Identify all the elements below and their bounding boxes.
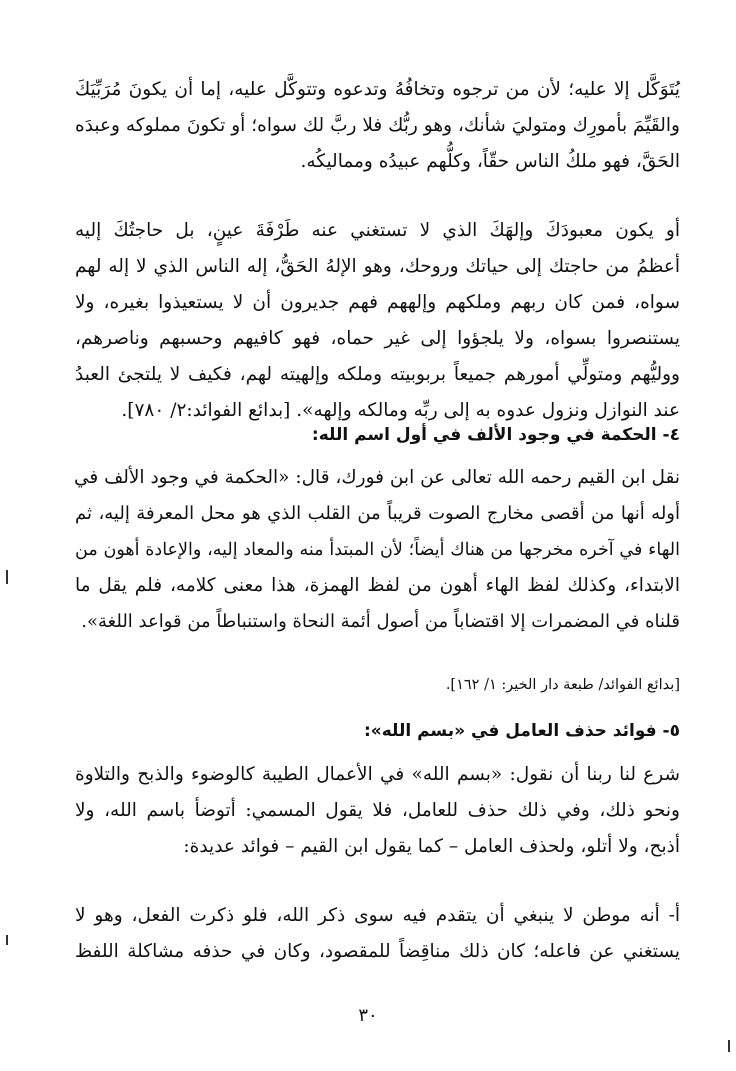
text-line: أعظمُ من حاجتك إلى حياتك وروحك، وهو الإلهُ الحَقُّ، إله الناس الذي لا إله لهم xyxy=(75,256,680,277)
paragraph-tawakkul xyxy=(75,72,680,180)
page-number: ٣٠ xyxy=(358,1005,378,1026)
section-heading-5: ٥- فوائد حذف العامل في «بسم الله»: xyxy=(363,721,680,741)
citation: [بدائع الفوائد/ طبعة دار الخير: ١/ ١٦٢]. xyxy=(445,677,680,693)
text-line: قلناه في المضمرات إلا اقتضاباً من أصول أئمة النحاة واستنباطاً من قواعد اللغة». xyxy=(81,611,680,632)
scan-edge-mark xyxy=(6,570,8,584)
text-line: سواه، فمن كان ربهم وملكهم وإلههم فهم جديرون أن لا يستعيذوا بغيره، ولا xyxy=(75,292,680,313)
paragraph-mabud xyxy=(75,213,680,429)
text-line: الحَقَّ، فهو ملكُ الناس حقّاً، وكلُّهم عبيدُه ومماليكُه. xyxy=(300,151,680,172)
scan-edge-mark xyxy=(6,935,8,945)
text-line: الابتداء، وكذلك لفظ الهاء أهون من لفظ الهمزة، هذا معنى كلامه، فلم يقل ما xyxy=(75,575,680,596)
text-line: يستنصروا بسواه، ولا يلجؤوا إلى غير حماه، فهو كافيهم وحسبهم وناصرهم، xyxy=(75,328,680,349)
text-line: نقل ابن القيم رحمه الله تعالى عن ابن فورك، قال: «الحكمة في وجود الألف في xyxy=(73,467,680,488)
text-line: ووليُّهم ومتولِّي أمورهم جميعاً بربوبيته وملكه وإلهيته لهم، فكيف لا يلتجئ العبدُ xyxy=(75,364,680,385)
text-line: يُتَوَكَّل إلا عليه؛ لأن من ترجوه وتخافُهُ وتدعوه وتتوكَّل عليه، إما أن يكونَ مُرَبِّيَكَ xyxy=(75,79,680,100)
text-line: أ- أنه موطن لا ينبغي أن يتقدم فيه سوى ذكر الله، فلو ذكرت الفعل، وهو لا xyxy=(75,905,680,926)
section-heading-4: ٤- الحكمة في وجود الألف في أول اسم الله: xyxy=(311,425,680,445)
text-line: شرع لنا ربنا أن نقول: «بسم الله» في الأعمال الطيبة كالوضوء والذبح والتلاوة xyxy=(75,764,680,785)
text-line: أو يكون معبودَكَ وإلهَكَ الذي لا تستغني عنه طَرْفَةَ عينٍ، بل حاجتُكَ إليه xyxy=(75,220,680,241)
text-line: والقَيِّمَ بأمورِك ومتوليَ شأنك، وهو ربُّك فلا ربَّ لك سواه؛ أو تكونَ مملوكه وعبدَه xyxy=(75,115,680,136)
scan-edge-mark xyxy=(728,1040,730,1052)
text-line: أذبح، ولا أتلو، ولحذف العامل – كما يقول ابن القيم – فوائد عديدة: xyxy=(183,836,680,857)
paragraph-hadhf-amil xyxy=(75,757,680,865)
text-line: الهاء في آخره مخرجها من هناك أيضاً؛ لأن المبتدأ منه والمعاد إليه، والإعادة أهون من xyxy=(75,540,680,560)
text-line: يستغني عن فاعله؛ كان ذلك مناقِضاً للمقصود، وكان في حذفه مشاكلة اللفظ xyxy=(75,941,680,962)
paragraph-point-a xyxy=(75,898,680,970)
paragraph-hikma-alif xyxy=(75,460,680,640)
text-line: أوله أنها من أقصى مخارج الصوت قريباً من القلب الذي هو محل المعرفة إليه، ثم xyxy=(75,503,680,524)
text-line: ونحو ذلك، وفي ذلك حذف للعامل، فلا يقول المسمي: أتوضأ باسم الله، ولا xyxy=(75,800,680,821)
text-line: عند النوازل ونزول عدوه به إلى ربِّه ومالكه وإلهه». [بدائع الفوائد:٢/ ٧٨٠]. xyxy=(121,400,680,421)
